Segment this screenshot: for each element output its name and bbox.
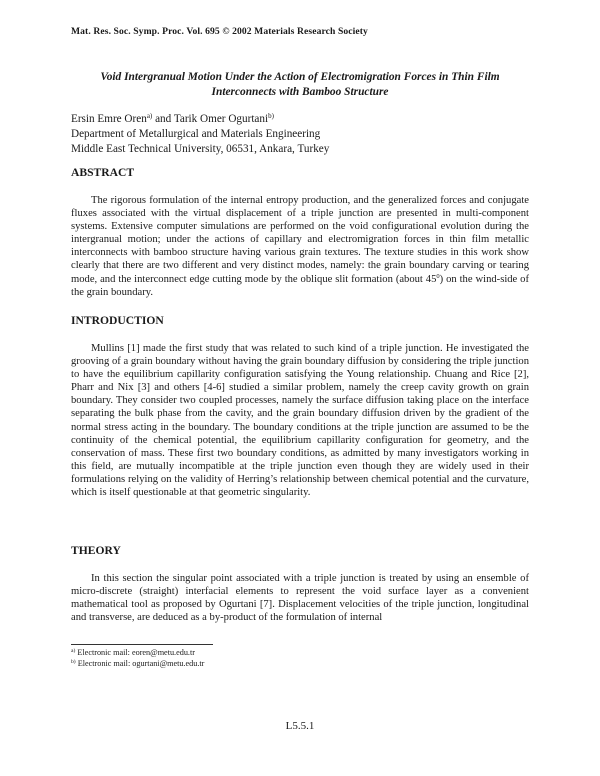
title-line-1: Void Intergranual Motion Under the Action of Electromigration Forces in Thin Film xyxy=(100,71,500,83)
footnote-rule xyxy=(71,644,213,645)
abstract-text-end: ) on the wind-side of the grain boundary. xyxy=(71,273,530,298)
author-block xyxy=(71,112,329,157)
footnote-a-mark: a) xyxy=(71,648,76,654)
footnote-b-mark: b) xyxy=(71,659,76,665)
abstract-text-main: The rigorous formulation of the internal entropy production, and the generalized forces and conjugate fluxes associated with the virtual displacement of a triple junction are presented in multi-component systems. Extensive computer simulations are performed on the void configurational evolution during the intergranual motion; under the actions of capillary and electromigration forces in thin film metallic interconnects with bamboo structure having various grain textures. The texture studies in this work show clearly that there are two different and very distinct modes, namely: the grain boundary carving or tearing mode, and the interconnect edge cutting mode by the oblique slit formation (about 45 xyxy=(71,195,529,285)
theory-text: In this section the singular point associated with a triple junction is treated by using an ensemble of micro-discrete (straight) interfacial elements to represent the void surface layer as a convenient mathematical tool as proposed by Ogurtani [7]. Displacement velocities of the triple junction, longitudinal and transverse, are deduced as a by-product of the formulation of internal xyxy=(71,573,529,624)
author-1: Ersin Emre Oren xyxy=(71,113,147,125)
footnote-a-text: Electronic mail: eoren@metu.edu.tr xyxy=(75,648,195,657)
affiliation-university: Middle East Technical University, 06531, Ankara, Turkey xyxy=(71,143,330,155)
author-2-mark: b) xyxy=(268,112,274,120)
paper-title xyxy=(60,70,540,100)
abstract-heading: ABSTRACT xyxy=(71,166,135,179)
journal-header: Mat. Res. Soc. Symp. Proc. Vol. 695 © 2002 Materials Research Society xyxy=(71,26,368,37)
degree-superscript: 0 xyxy=(436,272,440,280)
author-1-mark: a) xyxy=(146,112,153,120)
footnote-a xyxy=(71,647,195,658)
introduction-heading: INTRODUCTION xyxy=(71,314,164,327)
footnote-b-text: Electronic mail: ogurtani@metu.edu.tr xyxy=(75,659,205,668)
introduction-text: Mullins [1] made the first study that was related to such kind of a triple junction. He investigated the grooving of a grain boundary without having the grain boundary diffusion by considering the triple junction to have the equilibrium capillarity configuration satisfying the Young relationship. Chuang and Rice [2], Pharr and Nix [3] and others [4-6] studied a similar problem, namely the creep cavity growth on grain boundary. They consider two coupled processes, namely the surface diffusion taking place on the interface separating the bulk phase from the cavity, and the grain boundary diffusion driven by the gradient of the normal stress acting in the boundary. The boundary conditions at the triple junction are assumed to be the continuity of the chemical potential, the equilibrium capillarity configuration for geometry, and the conservation of mass. These first two boundary conditions, as admitted by many investigators working in this field, are mutually incompatible at the triple junction even though they are widely used in their formulations relying on the validity of Herring’s relationship between chemical potential and the curvature, which is itself questionable at that geometric singularity. xyxy=(71,343,529,499)
author-conjunction: and xyxy=(152,113,174,125)
abstract-text xyxy=(71,194,529,299)
theory-heading: THEORY xyxy=(71,544,121,557)
page-number: L5.5.1 xyxy=(285,720,315,732)
title-line-2: Interconnects with Bamboo Structure xyxy=(211,86,389,98)
author-names xyxy=(71,112,329,127)
footnote-b xyxy=(71,658,204,669)
affiliation-department: Department of Metallurgical and Materials Engineering xyxy=(71,128,321,140)
author-2: Tarik Omer Ogurtani xyxy=(173,113,269,125)
